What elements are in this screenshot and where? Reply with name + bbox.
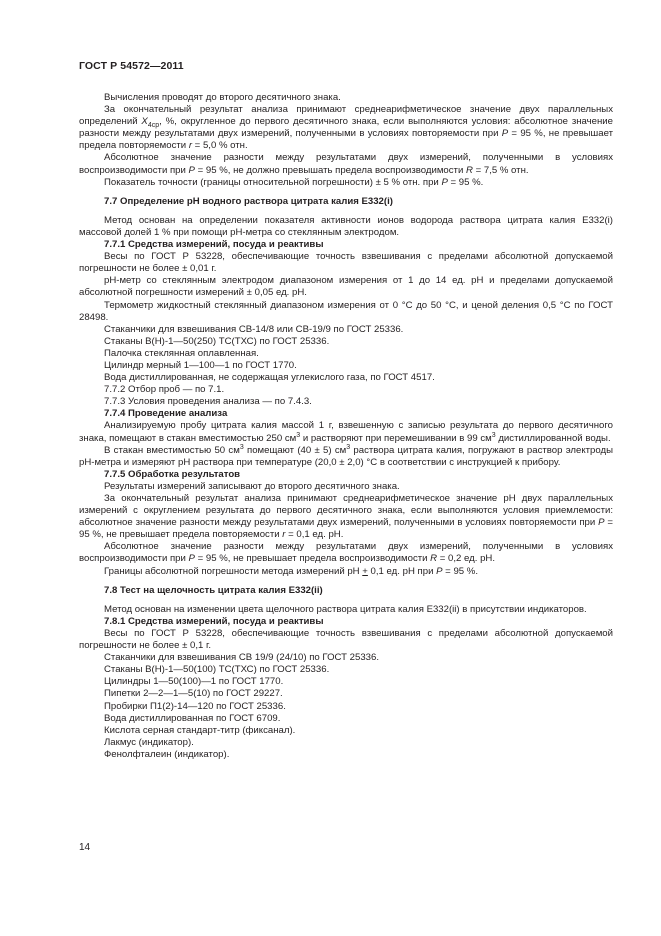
text-line: Стаканы В(Н)-1—50(250) ТС(ТХС) по ГОСТ 25336. bbox=[104, 335, 330, 347]
text-line: Стаканчики для взвешивания СВ-14/8 или СВ-19/9 по ГОСТ 25336. bbox=[104, 323, 404, 335]
text-line: 7.7.3 Условия проведения анализа — по 7.4.3. bbox=[104, 396, 312, 408]
section-heading: 7.7.4 Проведение анализа bbox=[104, 408, 228, 420]
section-heading: 7.7.5 Обработка результатов bbox=[104, 468, 241, 480]
section-heading: 7.7.1 Средства измерений, посуда и реактивы bbox=[104, 239, 324, 251]
paragraph: Границы абсолютной погрешности метода измерений pH + 0,1 ед. pH при P = 95 %. bbox=[104, 565, 478, 577]
paragraph: За окончательный результат анализа принимают среднеарифметическое значение двух параллельных определений $X_{4ср}$, %, округленное до первого десятичного знака, если выполняются условия: абсолютное значение разности между результатами двух измерений, полученными в условиях повторяемости при P = 95 %, не превышает предела повторяемости r = 5,0 % отн. bbox=[79, 104, 614, 152]
text-line: Стаканчики для взвешивания СВ 19/9 (24/10) по ГОСТ 25336. bbox=[104, 652, 380, 664]
text-line: Кислота серная стандарт-титр (фиксанал). bbox=[104, 724, 296, 736]
text-line: Вода дистиллированная, не содержащая углекислого газа, по ГОСТ 4517. bbox=[104, 372, 435, 384]
text-line: Цилиндры 1—50(100)—1 по ГОСТ 1770. bbox=[104, 676, 284, 688]
paragraph: В стакан вместимостью 50 $см^3$ помещают (40 ± 5) $см^3$ раствора цитрата калия, погружают в раствор электроды pH-метра и измеряют pH раствора при температуре (20,0 ± 2,0) °С в соответствии с инструкцией к прибору. bbox=[79, 443, 614, 468]
paragraph: Вычисления проводят до второго десятичного знака. bbox=[104, 92, 341, 103]
standard-header: ГОСТ Р 54572—2011 bbox=[79, 60, 184, 72]
section-heading: 7.8 Тест на щелочность цитрата калия Е332(ii) bbox=[104, 584, 323, 596]
paragraph: Анализируемую пробу цитрата калия массой 1 г, взвешенную с записью результата до первого десятичного знака, помещают в стакан вместимостью 250 $см^3$ и растворяют при перемешивании в 99 $см^3$ дистиллированной воды. bbox=[79, 420, 613, 444]
paragraph: Метод основан на определении показателя активности ионов водорода раствора цитрата калия Е332(i) массовой долей 1 % при помощи pH-метра со стеклянным электродом. bbox=[79, 214, 613, 238]
spacer bbox=[79, 597, 613, 604]
paragraph: Абсолютное значение разности между результатами двух измерений, полученными в условиях воспроизводимости при P = 95 %, не должно превышать предела воспроизводимости R = 7,5 % отн. bbox=[79, 152, 613, 176]
text-line: Фенолфталеин (индикатор). bbox=[104, 748, 230, 760]
section-heading: 7.7 Определение pH водного раствора цитрата калия Е332(i) bbox=[104, 195, 393, 207]
text-line: 7.7.2 Отбор проб — по 7.1. bbox=[104, 384, 225, 396]
spacer bbox=[79, 208, 613, 215]
paragraph: Весы по ГОСТ Р 53228, обеспечивающие точность взвешивания с пределами абсолютной допускаемой погрешности не более ± 0,01 г. bbox=[79, 251, 613, 275]
text-line: Вода дистиллированная по ГОСТ 6709. bbox=[104, 712, 281, 724]
text-line: Результаты измерений записывают до второго десятичного знака. bbox=[104, 480, 400, 492]
section-heading: 7.8.1 Средства измерений, посуда и реактивы bbox=[104, 615, 324, 627]
paragraph: pH-метр со стеклянным электродом диапазоном измерения от 1 до 14 ед. pH и пределами допускаемой абсолютной погрешности измерений ± 0,05 ед. pH. bbox=[79, 275, 613, 299]
paragraph: Абсолютное значение разности между результатами двух измерений, полученными в условиях воспроизводимости при P = 95 %, не превышает предела воспроизводимости R = 0,2 ед. pH. bbox=[79, 541, 613, 565]
spacer bbox=[79, 189, 613, 196]
paragraph: Показатель точности (границы относительной погрешности) ± 5 % отн. при P = 95 %. bbox=[104, 176, 484, 188]
text-line: Палочка стеклянная оплавленная. bbox=[104, 347, 259, 359]
text-line: Лакмус (индикатор). bbox=[104, 736, 194, 748]
text-line: Цилиндр мерный 1—100—1 по ГОСТ 1770. bbox=[104, 359, 297, 371]
spacer bbox=[79, 578, 613, 585]
page-number: 14 bbox=[79, 842, 91, 853]
paragraph: Термометр жидкостный стеклянный диапазоном измерения от 0 °С до 50 °С, и ценой деления 0,5 °С по ГОСТ 28498. bbox=[79, 299, 613, 323]
document-body bbox=[79, 92, 613, 761]
text-line: Пробирки П1(2)-14—120 по ГОСТ 25336. bbox=[104, 700, 286, 712]
paragraph: Весы по ГОСТ Р 53228, обеспечивающие точность взвешивания с пределами абсолютной допускаемой погрешности не более ± 0,1 г. bbox=[79, 627, 613, 652]
paragraph: За окончательный результат анализа принимают среднеарифметическое значение pH двух параллельных измерений с округлением результата до первого десятичного знака, если выполняются условия приемлемости: абсолютное значение разности между результатами двух измерений, полученными в условиях повторяемости при P = 95 %, не превышает предела повторяемости r = 0,1 ед. pH. bbox=[79, 493, 613, 541]
paragraph: Метод основан на изменении цвета щелочного раствора цитрата калия Е332(ii) в присутствии индикаторов. bbox=[104, 603, 587, 615]
text-line: Пипетки 2—2—1—5(10) по ГОСТ 29227. bbox=[104, 688, 283, 700]
text-line: Стаканы В(Н)-1—50(100) ТС(ТХС) по ГОСТ 25336. bbox=[104, 664, 330, 676]
